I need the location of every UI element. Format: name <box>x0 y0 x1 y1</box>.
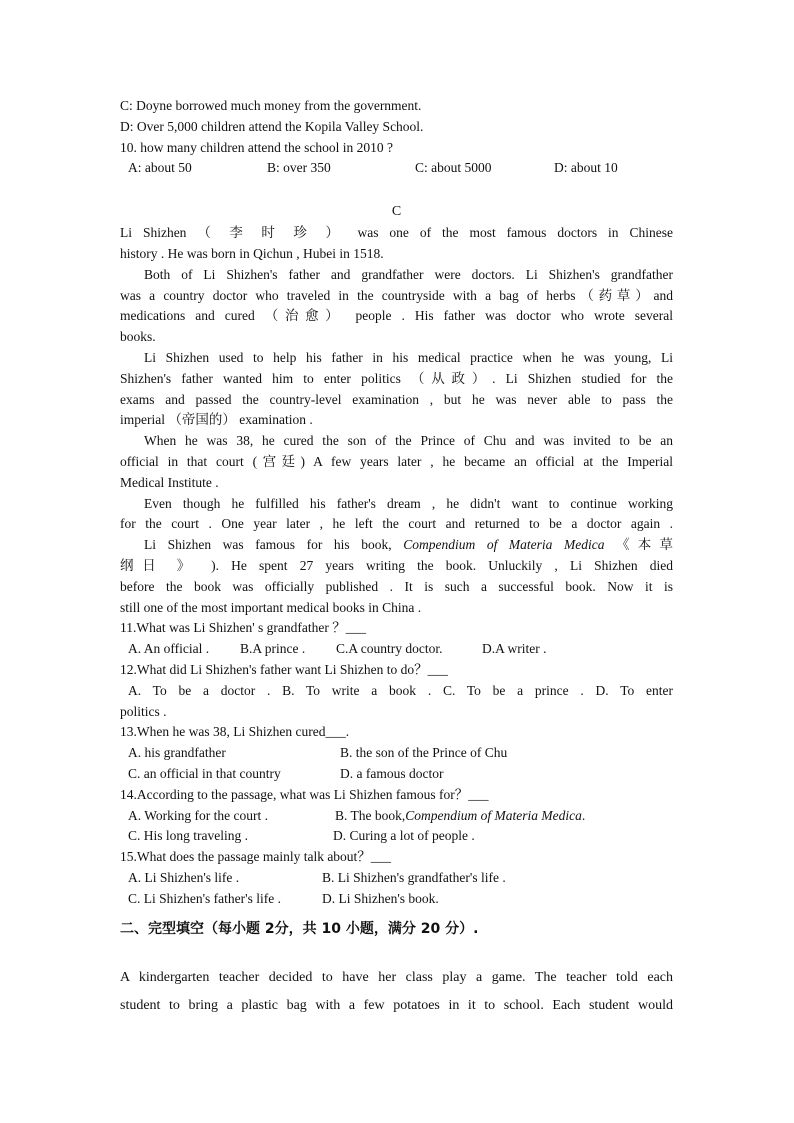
question-13: 13.When he was 38, Li Shizhen cured___. <box>120 724 350 740</box>
book-title: Compendium of Materia Medica <box>405 807 582 823</box>
q10-option-d: D: about 10 <box>554 160 618 176</box>
paragraph-6-line: 纲日 》 ). He spent 27 years writing the book. Unluckily , Li Shizhen died <box>120 557 673 573</box>
question-12: 12.What did Li Shizhen's father want Li Shizhen to do？___ <box>120 661 448 677</box>
paragraph-2-line: was a country doctor who traveled in the countryside with a bag of herbs（药草）and <box>120 287 673 303</box>
section-2-line: A kindergarten teacher decided to have her class play a game. The teacher told each <box>120 970 673 986</box>
passage-line: history . He was born in Qichun , Hubei in 1518. <box>120 245 384 261</box>
paragraph-6-line: before the book was officially published . It is such a successful book. Now it is <box>120 578 673 594</box>
paragraph-2-line: books. <box>120 329 156 345</box>
paragraph-3-line: imperial （帝国的） examination . <box>120 412 313 428</box>
option-line-d: D: Over 5,000 children attend the Kopila Valley School. <box>120 118 424 134</box>
document-page <box>120 96 673 1020</box>
paragraph-6-line: still one of the most important medical books in China . <box>120 599 422 615</box>
question-14-options: A. Working for the court . B. The book,Compendium of Materia Medica. <box>128 807 586 823</box>
paragraph-4-line: When he was 38, he cured the son of the Prince of Chu and was invited to be an <box>144 433 673 449</box>
passage-line: Li Shizhen （ 李 时 珍 ） was one of the most famous doctors in Chinese <box>120 225 673 241</box>
paragraph-6-line: Li Shizhen was famous for his book, Compendium of Materia Medica 《本草 <box>144 537 674 553</box>
question-14: 14.According to the passage, what was Li Shizhen famous for？___ <box>120 786 489 802</box>
question-15: 15.What does the passage mainly talk about？___ <box>120 849 392 865</box>
question-14-options: C. His long traveling . D. Curing a lot of people . <box>128 828 475 844</box>
passage-title: C <box>391 204 402 220</box>
option-line-c: C: Doyne borrowed much money from the government. <box>120 98 422 113</box>
paragraph-3-line: exams and passed the country-level examination , but he was never able to pass the <box>120 391 673 407</box>
q10-option-a: A: about 50 <box>128 160 192 176</box>
section-2-line: student to bring a plastic bag with a few potatoes in it to school. Each student would <box>120 998 673 1014</box>
question-10-options <box>120 158 673 179</box>
question-15-options: C. Li Shizhen's father's life . D. Li Shizhen's book. <box>128 890 439 906</box>
question-11-options: A. An official . B.A prince . C.A country doctor. D.A writer . <box>128 641 547 657</box>
paragraph-2-line: medications and cured （治愈） people . His father was doctor who wrote several <box>120 308 673 324</box>
q10-option-b: B: over 350 <box>267 160 331 176</box>
paragraph-2-line: Both of Li Shizhen's father and grandfather were doctors. Li Shizhen's grandfather <box>144 266 673 282</box>
book-title: Compendium of Materia Medica <box>403 537 605 553</box>
question-12-options-cont: politics . <box>120 703 167 719</box>
q10-option-c: C: about 5000 <box>415 160 492 176</box>
question-12-options: A. To be a doctor . B. To write a book . C. To be a prince . D. To enter <box>128 682 673 698</box>
question-13-options: C. an official in that country D. a famous doctor <box>128 765 444 781</box>
question-15-options: A. Li Shizhen's life . B. Li Shizhen's grandfather's life . <box>128 869 506 885</box>
paragraph-4-line: Medical Institute . <box>120 474 219 490</box>
paragraph-5-line: Even though he fulfilled his father's dream , he didn't want to continue working <box>144 495 673 511</box>
paragraph-3-line: Li Shizhen used to help his father in his medical practice when he was young, Li <box>144 349 673 365</box>
paragraph-5-line: for the court . One year later , he left the court and returned to be a doctor again . <box>120 516 673 532</box>
question-11: 11.What was Li Shizhen' s grandfather ？___ <box>120 620 366 636</box>
question-10: 10. how many children attend the school in 2010 ? <box>120 139 393 155</box>
paragraph-4-line: official in that court (宫廷) A few years later , he became an official at the Imperial <box>120 453 673 469</box>
paragraph-3-line: Shizhen's father wanted him to enter politics （从政）. Li Shizhen studied for the <box>120 370 673 386</box>
section-2-heading: 二、完型填空（每小题 2分，共 10 小题，满分 20 分）. <box>120 921 479 938</box>
question-13-options: A. his grandfather B. the son of the Prince of Chu <box>128 745 508 761</box>
